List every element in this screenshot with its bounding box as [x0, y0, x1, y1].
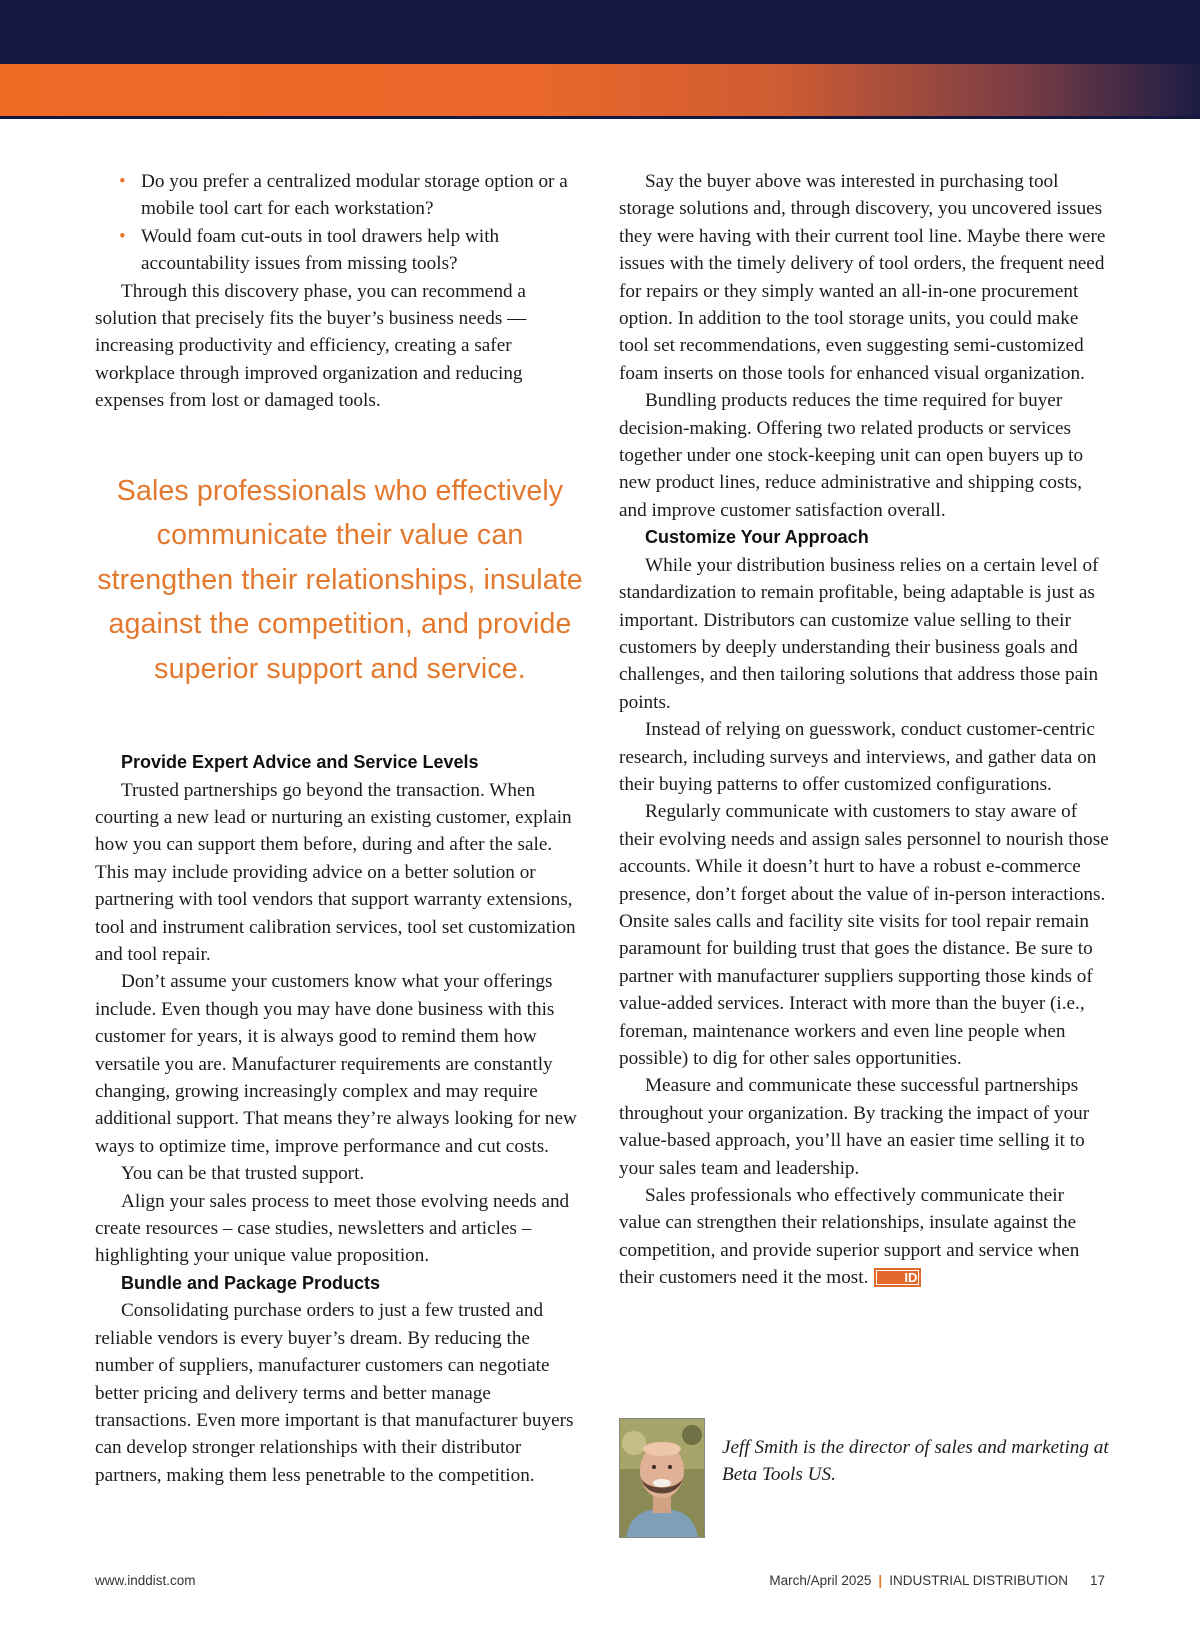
page-footer — [0, 1573, 1200, 1595]
author-bio — [619, 1418, 1119, 1538]
header-navy-band — [0, 0, 1200, 64]
section-heading-bundle: Bundle and Package Products — [121, 1272, 381, 1293]
left-column — [95, 168, 585, 1489]
closing-text: Sales professionals who effectively communicate their value can strengthen their relationships, insulate against the competition, and provide superior support and service when their customers need it the most. — [619, 1185, 1080, 1289]
header-orange-gradient-band — [0, 64, 1200, 119]
end-mark-id-badge: ID — [874, 1268, 921, 1287]
footer-issue: March/April 2025 — [769, 1573, 872, 1588]
author-portrait-illustration — [620, 1419, 704, 1537]
body-paragraph: Align your sales process to meet those evolving needs and create resources – case studies, newsletters and articles – highlighting your unique value proposition. — [95, 1190, 570, 1267]
body-paragraph: You can be that trusted support. — [121, 1163, 365, 1185]
section-heading-customize: Customize Your Approach — [645, 527, 869, 548]
footer-page-number: 17 — [1089, 1573, 1105, 1588]
body-paragraph: Instead of relying on guesswork, conduct customer-centric research, including surveys and interviews, and gather data on their buying patterns to offer customized configurations. — [619, 719, 1097, 795]
section-heading-expert-advice: Provide Expert Advice and Service Levels — [121, 752, 479, 773]
question-bullet-list — [95, 168, 585, 278]
author-bio-text: Jeff Smith is the director of sales and marketing at Beta Tools US. — [722, 1437, 1109, 1486]
bullet-item: • Would foam cut-outs in tool drawers help with accountability issues from missing tools? — [141, 223, 585, 278]
intro-paragraph: Through this discovery phase, you can recommend a solution that precisely fits the buyer’s business needs — increasing productivity and efficiency, creating a safer workplace through improved organization and reducing expenses from lost or damaged tools. — [95, 280, 527, 412]
body-paragraph: Trusted partnerships go beyond the transaction. When courting a new lead or nurturing an existing customer, explain how you can support them before, during and after the sale. This may include providing advice on a better solution or partnering with tool vendors that support warranty extensions, tool and instrument calibration services, tool set customization and tool repair. — [95, 779, 576, 965]
right-column — [619, 168, 1109, 1292]
footer-publication: INDUSTRIAL DISTRIBUTION — [889, 1573, 1068, 1588]
body-paragraph: Say the buyer above was interested in purchasing tool storage solutions and, through discovery, you uncovered issues they were having with their current tool line. Maybe there were issues with the timely delivery of tool orders, the frequent need for repairs or they simply wanted an all-in-one procurement option. In addition to the tool storage units, you could make tool set recommendations, even suggesting semi-customized foam inserts on those tools for enhanced visual organization. — [619, 171, 1106, 384]
body-paragraph: Regularly communicate with customers to stay aware of their evolving needs and assign sales personnel to nourish those accounts. While it doesn’t hurt to have a robust e-commerce presence, don’t forget about the value of in-person interactions. Onsite sales calls and facility site visits for tool repair remain paramount for building trust that goes the distance. Be sure to partner with manufacturer suppliers supporting those kinds of value-added services. Interact with more than the buyer (i.e., foreman, maintenance workers and even line people when possible) to dig for other sales opportunities. — [619, 801, 1109, 1069]
bullet-item: • Do you prefer a centralized modular storage option or a mobile tool cart for each workstation? — [141, 168, 585, 223]
author-headshot-photo — [619, 1418, 705, 1538]
body-paragraph: Measure and communicate these successful partnerships throughout your organization. By tracking the impact of your value-based approach, you’ll have an easier time selling it to your sales team and leadership. — [619, 1075, 1090, 1179]
body-paragraph: Bundling products reduces the time required for buyer decision-making. Offering two related products or services together under one stock-keeping unit can open buyers up to new product lines, reduce administrative and shipping costs, and improve customer satisfaction overall. — [619, 390, 1084, 521]
body-paragraph: Consolidating purchase orders to just a few trusted and reliable vendors is every buyer’s dream. By reducing the number of suppliers, manufacturer customers can negotiate better pricing and delivery terms and better manage transactions. Even more important is that manufacturer buyers can develop stronger relationships with their distributor partners, making them less penetrable to the competition. — [95, 1300, 574, 1486]
closing-paragraph — [619, 1182, 1109, 1292]
pull-quote: Sales professionals who effectively communicate their value can strengthen their relationships, insulate against the competition, and provide superior support and service. — [97, 474, 583, 685]
footer-separator: | — [878, 1573, 883, 1588]
body-paragraph: While your distribution business relies on a certain level of standardization to remain profitable, being adaptable is just as important. Distributors can customize value selling to their customers by deeply understanding their business goals and challenges, and then tailoring solutions that address those pain points. — [619, 554, 1099, 713]
footer-issue-info — [769, 1573, 1105, 1588]
body-paragraph: Don’t assume your customers know what your offerings include. Even though you may have done business with this customer for years, it is always good to remind them how versatile you are. Manufacturer requirements are constantly changing, growing increasingly complex and may require additional support. That means they’re always looking for new ways to optimize time, improve performance and cut costs. — [95, 971, 577, 1157]
footer-url: www.inddist.com — [95, 1573, 196, 1588]
